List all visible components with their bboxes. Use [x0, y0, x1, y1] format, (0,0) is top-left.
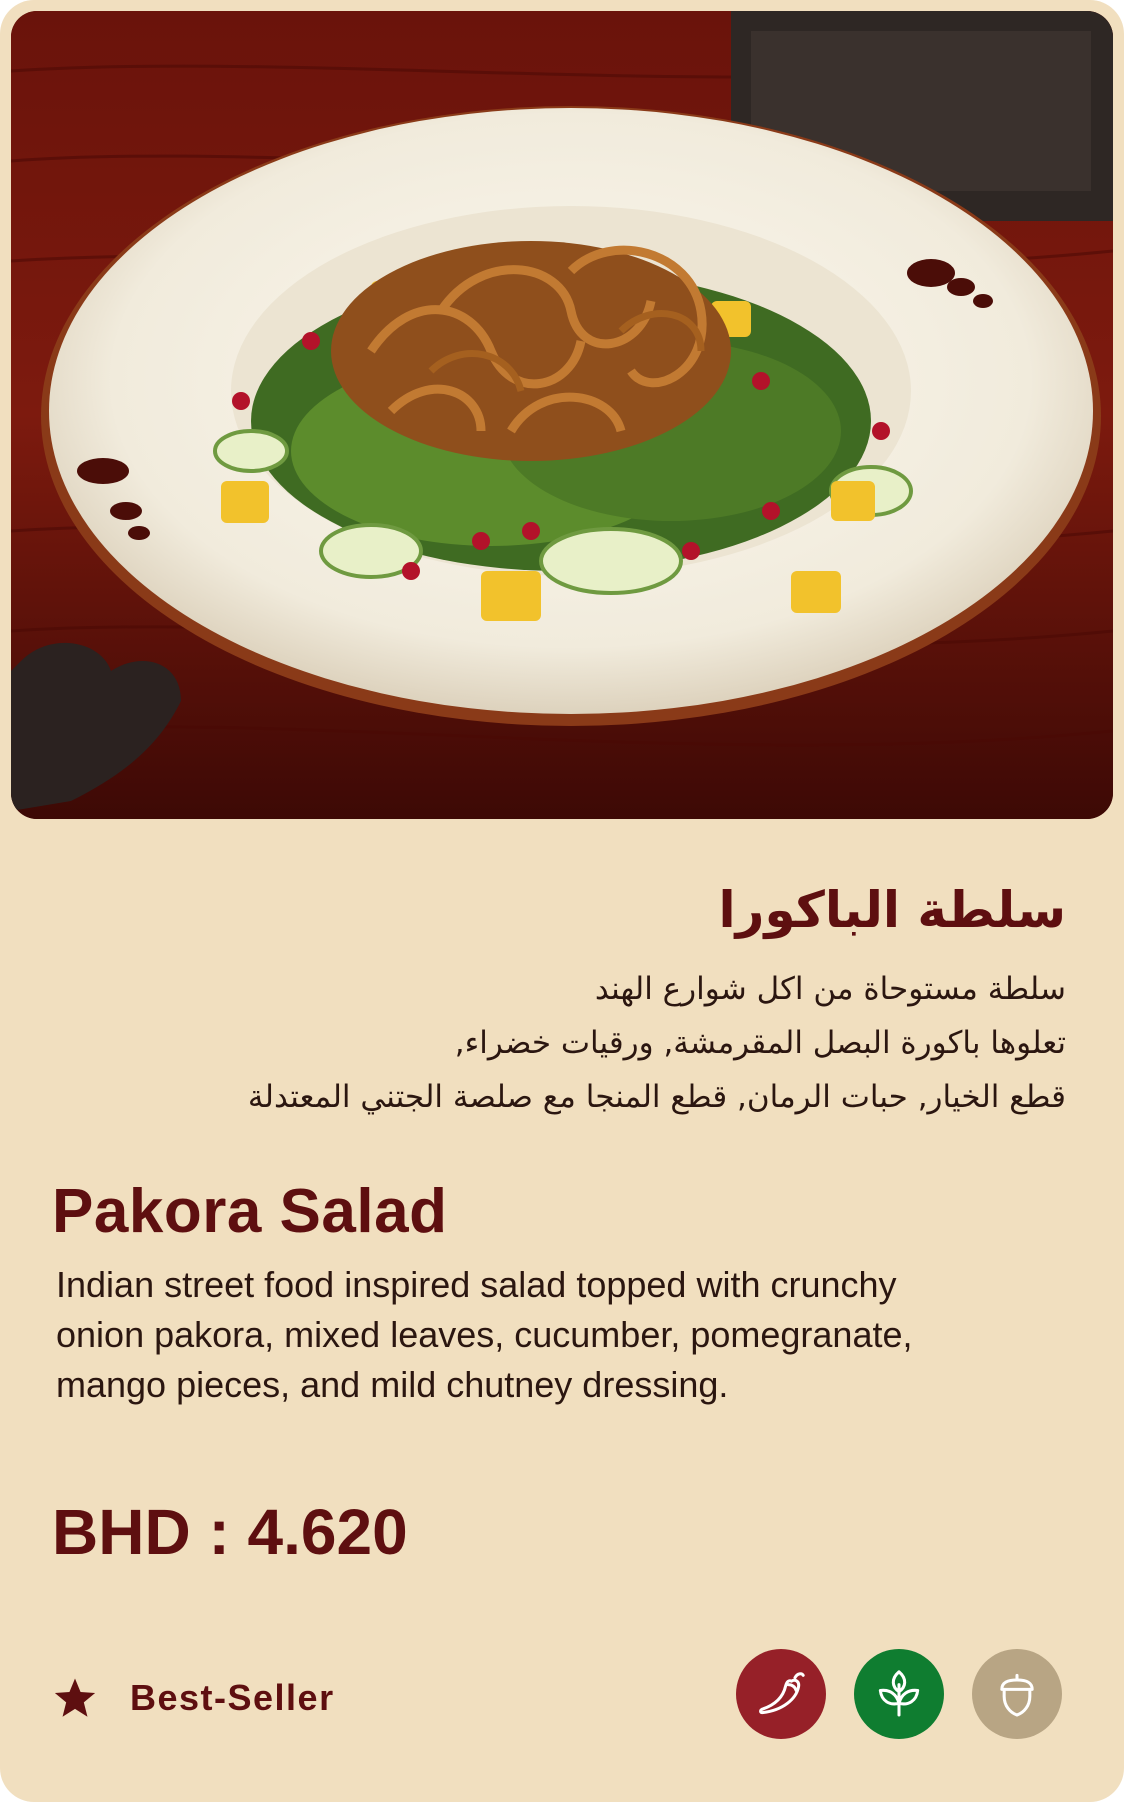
description-english-line: Indian street food inspired salad topped with crunchy: [56, 1264, 897, 1305]
description-arabic-line: قطع الخيار, حبات الرمان, قطع المنجا مع صلصة الجتني المعتدلة: [247, 1079, 1066, 1115]
best-seller-label: Best-Seller: [130, 1677, 335, 1718]
dish-description-english: [56, 1260, 1076, 1410]
chili-icon: [736, 1649, 826, 1739]
description-english-line: mango pieces, and mild chutney dressing.: [56, 1364, 729, 1405]
dish-photo: [11, 11, 1113, 819]
nut-icon: [972, 1649, 1062, 1739]
description-arabic-line: سلطة مستوحاة من اكل شوارع الهند: [594, 971, 1066, 1007]
dish-description-arabic: [66, 962, 1066, 1124]
leaf-icon: [854, 1649, 944, 1739]
star-icon: [52, 1675, 98, 1721]
best-seller-badge: [52, 1670, 335, 1726]
dish-price: BHD : 4.620: [52, 1496, 408, 1568]
dietary-icons: [736, 1649, 1062, 1739]
description-english-line: onion pakora, mixed leaves, cucumber, pomegranate,: [56, 1314, 913, 1355]
dish-name-arabic: سلطة الباكورا: [718, 881, 1066, 939]
dish-name-english: Pakora Salad: [52, 1177, 448, 1246]
description-arabic-line: تعلوها باكورة البصل المقرمشة, ورقيات خضراء,: [454, 1025, 1066, 1061]
